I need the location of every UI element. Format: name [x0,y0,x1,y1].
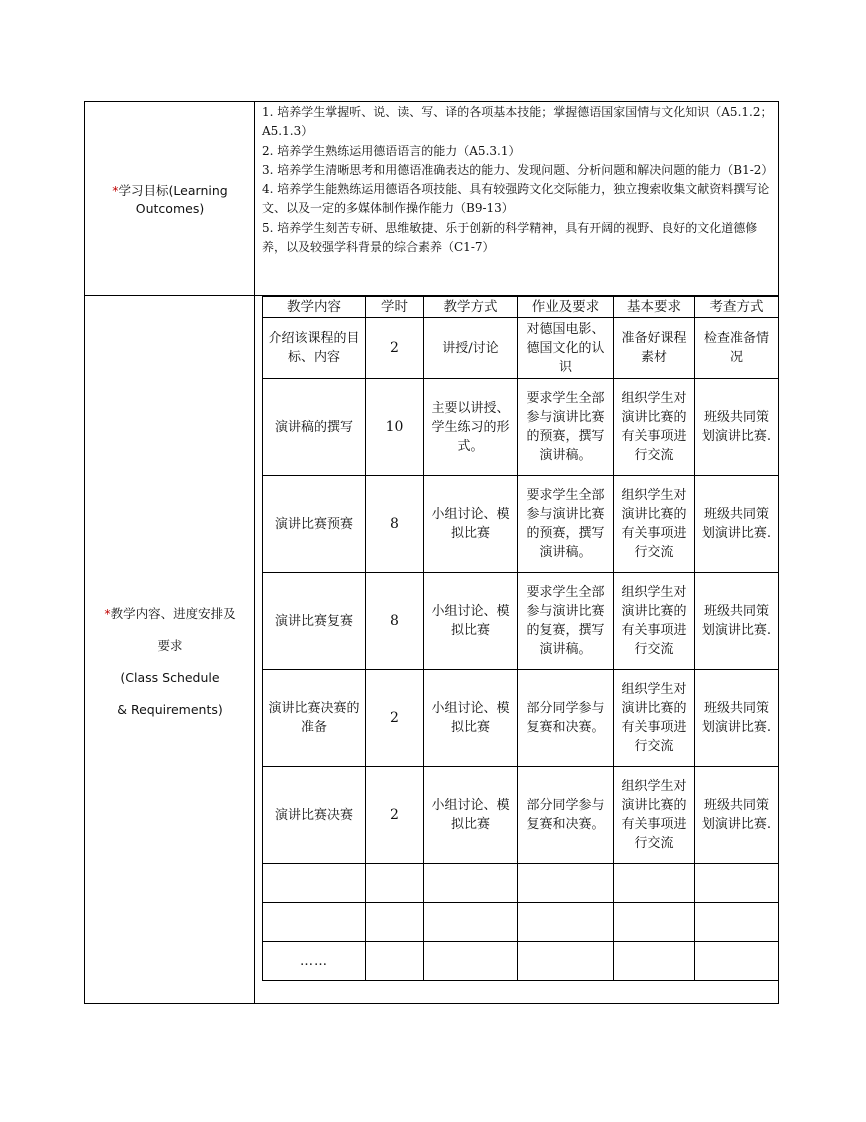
learning-outcome-item: 5. 培养学生刻苦专研、思维敏捷、乐于创新的科学精神，具有开阔的视野、良好的文化道德修养，以及较强学科背景的综合素养（C1-7） [262,220,758,255]
cell-content: 演讲比赛决赛的准备 [263,670,366,767]
learning-outcome-item: 4. 培养学生能熟练运用德语各项技能、具有较强跨文化交际能力，独立搜索收集文献资料撰写论文、以及一定的多媒体制作操作能力（B9-13） [262,182,770,216]
schedule-label-line2: 要求 [157,638,183,653]
cell-assignment: 对德国电影、德国文化的认识 [518,318,614,379]
table-row [263,476,779,573]
cell-content: 演讲稿的撰写 [263,379,366,476]
schedule-label-line4: & Requirements) [117,702,223,717]
cell-assignment: 要求学生全部参与演讲比赛的预赛，撰写演讲稿。 [518,476,614,573]
ellipsis-cell: …… [263,942,366,981]
learning-outcomes-label-line1: 学习目标(Learning [118,183,228,198]
schedule-label-line3: (Class Schedule [120,670,220,685]
cell-hours: 8 [366,573,424,670]
cell-assignment: 部分同学参与复赛和决赛。 [518,767,614,864]
header-assignment: 作业及要求 [518,297,614,318]
cell-assignment: 要求学生全部参与演讲比赛的预赛，撰写演讲稿。 [518,379,614,476]
header-method: 教学方式 [424,297,518,318]
cell-content: 演讲比赛复赛 [263,573,366,670]
cell-method: 小组讨论、模拟比赛 [424,573,518,670]
cell-hours: 2 [366,318,424,379]
label-column-divider [254,101,255,1004]
required-marker: * [104,606,111,621]
cell-method: 主要以讲授、学生练习的形式。 [424,379,518,476]
cell-method: 小组讨论、模拟比赛 [424,476,518,573]
cell-content: 演讲比赛预赛 [263,476,366,573]
cell-basic-requirement: 组织学生对演讲比赛的有关事项进行交流 [614,670,695,767]
cell-assessment: 班级共同策划演讲比赛. [695,670,779,767]
header-basic-requirement: 基本要求 [614,297,695,318]
ellipsis-row [263,942,779,981]
cell-content: 演讲比赛决赛 [263,767,366,864]
cell-content: 介绍该课程的目标、内容 [263,318,366,379]
learning-outcomes-label [86,182,254,218]
schedule-table [262,296,779,981]
cell-assignment: 部分同学参与复赛和决赛。 [518,670,614,767]
cell-hours: 10 [366,379,424,476]
cell-basic-requirement: 组织学生对演讲比赛的有关事项进行交流 [614,379,695,476]
cell-basic-requirement: 准备好课程素材 [614,318,695,379]
cell-hours: 2 [366,670,424,767]
header-content: 教学内容 [263,297,366,318]
header-assessment: 考查方式 [695,297,779,318]
learning-outcome-item: 2. 培养学生熟练运用德语语言的能力（A5.3.1） [262,143,521,158]
schedule-label-line1: 教学内容、进度安排及 [110,606,236,621]
required-marker: * [112,183,119,198]
cell-assignment: 要求学生全部参与演讲比赛的复赛，撰写演讲稿。 [518,573,614,670]
learning-outcome-item: 3. 培养学生清晰思考和用德语准确表达的能力、发现问题、分析问题和解决问题的能力（B1-2） [262,162,774,177]
empty-row [263,864,779,903]
header-hours: 学时 [366,297,424,318]
cell-method: 小组讨论、模拟比赛 [424,767,518,864]
cell-method: 小组讨论、模拟比赛 [424,670,518,767]
schedule-header-row [263,297,779,318]
cell-assessment: 检查准备情况 [695,318,779,379]
cell-basic-requirement: 组织学生对演讲比赛的有关事项进行交流 [614,476,695,573]
table-row [263,670,779,767]
table-row [263,767,779,864]
cell-basic-requirement: 组织学生对演讲比赛的有关事项进行交流 [614,767,695,864]
cell-basic-requirement: 组织学生对演讲比赛的有关事项进行交流 [614,573,695,670]
cell-hours: 2 [366,767,424,864]
cell-method: 讲授/讨论 [424,318,518,379]
learning-outcome-item: 1. 培养学生掌握听、说、读、写、译的各项基本技能；掌握德语国家国情与文化知识（A5.1.2；A5.1.3） [262,105,773,139]
table-row [263,573,779,670]
cell-assessment: 班级共同策划演讲比赛. [695,379,779,476]
empty-row [263,903,779,942]
cell-assessment: 班级共同策划演讲比赛. [695,476,779,573]
cell-assessment: 班级共同策划演讲比赛. [695,573,779,670]
table-row [263,318,779,379]
schedule-label [86,598,254,726]
cell-assessment: 班级共同策划演讲比赛. [695,767,779,864]
learning-outcomes-label-line2: Outcomes) [135,201,205,216]
table-row [263,379,779,476]
cell-hours: 8 [366,476,424,573]
learning-outcomes-list [262,103,776,257]
